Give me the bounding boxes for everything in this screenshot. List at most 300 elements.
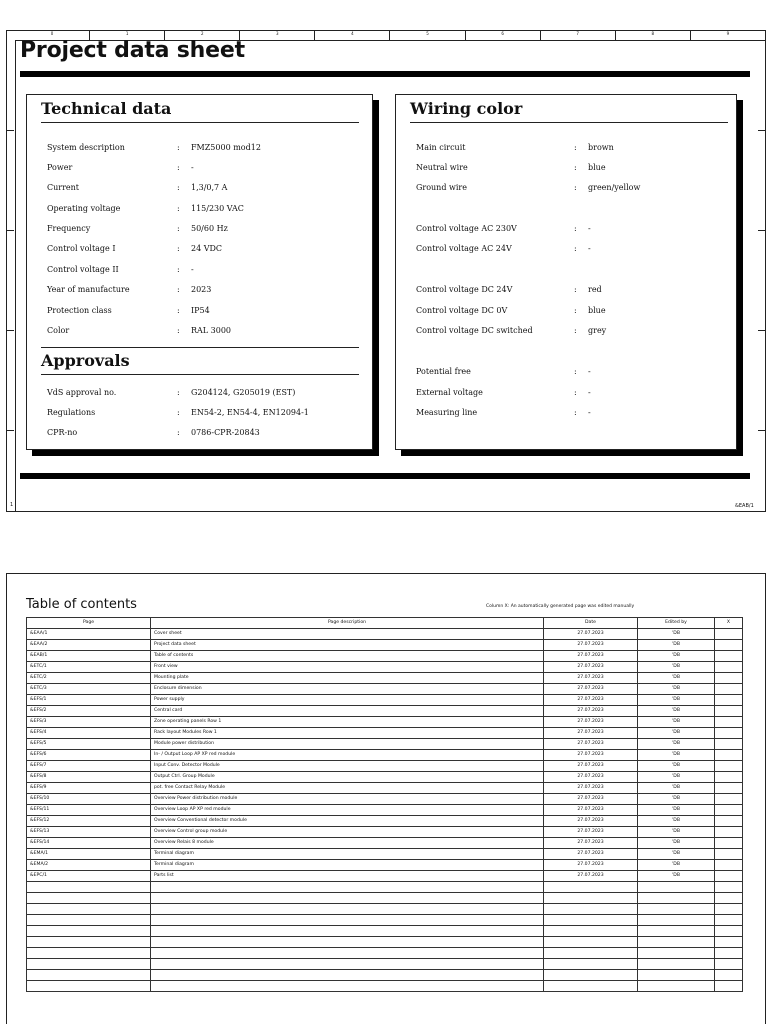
toc-cell: 27.07.2023 [544, 816, 638, 827]
toc-row [27, 871, 743, 882]
project-data-sheet [6, 30, 766, 512]
toc-column-header: Page description [151, 618, 544, 629]
row-label: Operating voltage [47, 204, 121, 213]
row-separator: : [574, 183, 577, 192]
toc-cell: Input Conv. Detector Module [151, 761, 544, 772]
row-label: Frequency [47, 224, 91, 233]
row-tick [758, 330, 766, 331]
toc-cell [27, 970, 151, 981]
toc-cell: 27.07.2023 [544, 805, 638, 816]
toc-cell [151, 948, 544, 959]
row-value: 2023 [191, 285, 212, 294]
row-value: brown [588, 143, 614, 152]
row-label: Power [47, 163, 73, 172]
toc-cell: 27.07.2023 [544, 728, 638, 739]
toc-cell: 27.07.2023 [544, 849, 638, 860]
row-value: 115/230 VAC [191, 204, 244, 213]
row-separator: : [574, 408, 577, 417]
row-separator: : [574, 306, 577, 315]
toc-cell: Overview Control group module [151, 827, 544, 838]
row-separator: : [177, 388, 180, 397]
data-row [47, 428, 357, 438]
data-row [416, 367, 726, 377]
toc-cell: &EFS/6 [27, 750, 151, 761]
toc-cell: 27.07.2023 [544, 761, 638, 772]
toc-cell: In- / Output Loop AP XP red module [151, 750, 544, 761]
toc-row [27, 739, 743, 750]
data-row [47, 408, 357, 418]
toc-cell: &EFS/10 [27, 794, 151, 805]
table-of-contents-sheet [6, 573, 766, 1024]
toc-cell: 'DB [638, 772, 715, 783]
toc-cell [151, 882, 544, 893]
toc-cell [27, 882, 151, 893]
row-label: Current [47, 183, 80, 192]
data-row [416, 285, 726, 295]
toc-column-header: Page [27, 618, 151, 629]
row-value: RAL 3000 [191, 326, 232, 335]
toc-cell: Rack layout Modules Row 1 [151, 728, 544, 739]
toc-row [27, 706, 743, 717]
toc-cell: 'DB [638, 750, 715, 761]
toc-header-row [27, 618, 743, 629]
ruler-cell [240, 30, 315, 40]
row-label: CPR-no [47, 428, 78, 437]
row-tick [6, 130, 14, 131]
footer-bar [20, 473, 750, 479]
toc-cell: 27.07.2023 [544, 717, 638, 728]
row-value: EN54-2, EN54-4, EN12094-1 [191, 408, 309, 417]
row-value: blue [588, 163, 606, 172]
toc-cell [638, 970, 715, 981]
toc-cell [715, 629, 743, 640]
ruler-cell [466, 30, 541, 40]
toc-cell: 'DB [638, 662, 715, 673]
row-separator: : [177, 204, 180, 213]
row-tick [6, 430, 14, 431]
row-value: - [191, 265, 194, 274]
toc-cell [638, 882, 715, 893]
toc-empty-row [27, 904, 743, 915]
toc-cell: Terminal diagram [151, 849, 544, 860]
ruler-cell [691, 30, 766, 40]
toc-cell [544, 926, 638, 937]
row-tick [758, 130, 766, 131]
toc-cell: 27.07.2023 [544, 684, 638, 695]
row-value: - [588, 388, 591, 397]
toc-cell [638, 904, 715, 915]
toc-cell [544, 948, 638, 959]
row-separator: : [177, 143, 180, 152]
data-row [416, 388, 726, 398]
row-value: - [588, 408, 591, 417]
heading-rule [410, 122, 728, 123]
toc-row [27, 695, 743, 706]
row-value: 24 VDC [191, 244, 223, 253]
toc-cell [27, 893, 151, 904]
technical-data-heading: Technical data [41, 99, 172, 118]
toc-cell [638, 893, 715, 904]
toc-cell: 27.07.2023 [544, 783, 638, 794]
toc-cell [715, 827, 743, 838]
ruler-label: 5 [426, 31, 429, 36]
row-separator: : [177, 265, 180, 274]
toc-row [27, 717, 743, 728]
toc-cell: 27.07.2023 [544, 772, 638, 783]
row-separator: : [574, 285, 577, 294]
row-value: IP54 [191, 306, 210, 315]
toc-cell [544, 882, 638, 893]
toc-cell: &ETC/3 [27, 684, 151, 695]
toc-cell: &EAA/1 [27, 629, 151, 640]
toc-cell [715, 970, 743, 981]
toc-cell: 27.07.2023 [544, 673, 638, 684]
toc-row [27, 816, 743, 827]
toc-cell: Zone operating panels Row 1 [151, 717, 544, 728]
row-value: FMZ5000 mod12 [191, 143, 261, 152]
row-separator: : [177, 285, 180, 294]
data-row [416, 408, 726, 418]
toc-cell: 'DB [638, 651, 715, 662]
toc-cell [27, 937, 151, 948]
toc-cell [544, 981, 638, 992]
toc-row [27, 827, 743, 838]
toc-cell [151, 959, 544, 970]
toc-cell: &EMA/1 [27, 849, 151, 860]
toc-cell: &EFS/12 [27, 816, 151, 827]
toc-cell [638, 915, 715, 926]
toc-cell [27, 926, 151, 937]
ruler-cell [390, 30, 465, 40]
row-separator: : [177, 326, 180, 335]
toc-cell [715, 871, 743, 882]
data-row [47, 204, 357, 214]
row-label: Measuring line [416, 408, 478, 417]
toc-cell [715, 893, 743, 904]
ruler-label: 0 [50, 31, 54, 36]
ruler-label: 6 [501, 31, 504, 36]
row-value: 50/60 Hz [191, 224, 228, 233]
toc-cell [151, 904, 544, 915]
toc-cell [27, 981, 151, 992]
row-label: Control voltage DC 0V [416, 306, 508, 315]
toc-cell [638, 926, 715, 937]
toc-row [27, 651, 743, 662]
row-separator: : [177, 428, 180, 437]
row-separator: : [574, 224, 577, 233]
toc-cell: 27.07.2023 [544, 750, 638, 761]
row-label: VdS approval no. [47, 388, 117, 397]
row-separator: : [177, 244, 180, 253]
row-separator: : [177, 224, 180, 233]
ruler-cell [315, 30, 390, 40]
toc-cell: pot. free Contact Relay Module [151, 783, 544, 794]
data-row [47, 306, 357, 316]
toc-empty-row [27, 959, 743, 970]
toc-cell [715, 750, 743, 761]
row-separator: : [177, 306, 180, 315]
heading-rule [41, 374, 359, 375]
toc-cell [151, 981, 544, 992]
toc-row [27, 684, 743, 695]
toc-cell: 'DB [638, 739, 715, 750]
row-value: G204124, G205019 (EST) [191, 388, 296, 397]
ruler-label: 7 [576, 31, 579, 36]
page-title: Project data sheet [20, 38, 245, 63]
toc-cell: &ETC/2 [27, 673, 151, 684]
toc-cell: 'DB [638, 629, 715, 640]
toc-cell [715, 662, 743, 673]
toc-row [27, 849, 743, 860]
toc-cell [715, 937, 743, 948]
data-row [416, 163, 726, 173]
toc-column-note: Column X: An automatically generated page was edited manually [486, 604, 635, 609]
row-label: Control voltage DC 24V [416, 285, 513, 294]
toc-row [27, 838, 743, 849]
data-row [416, 224, 726, 234]
toc-column-header: Date [544, 618, 638, 629]
toc-cell [715, 761, 743, 772]
toc-cell: 27.07.2023 [544, 871, 638, 882]
toc-cell: 27.07.2023 [544, 640, 638, 651]
data-row [47, 285, 357, 295]
row-separator: : [177, 183, 180, 192]
toc-cell: &ETC/1 [27, 662, 151, 673]
data-row [47, 183, 357, 193]
toc-empty-row [27, 882, 743, 893]
row-label: Ground wire [416, 183, 467, 192]
toc-cell [544, 970, 638, 981]
toc-cell [638, 959, 715, 970]
toc-cell [715, 728, 743, 739]
toc-cell [27, 948, 151, 959]
row-separator: : [574, 163, 577, 172]
toc-column-header: X [715, 618, 743, 629]
row-label: Neutral wire [416, 163, 468, 172]
row-value: red [588, 285, 602, 294]
toc-cell: 'DB [638, 860, 715, 871]
toc-cell [27, 915, 151, 926]
row-value: - [191, 163, 194, 172]
data-row [47, 163, 357, 173]
data-row [47, 265, 357, 275]
toc-cell: Overview Conventional detector module [151, 816, 544, 827]
toc-cell [151, 970, 544, 981]
data-row [47, 388, 357, 398]
toc-cell [715, 882, 743, 893]
toc-cell: &EFS/3 [27, 717, 151, 728]
toc-cell: 'DB [638, 640, 715, 651]
toc-empty-row [27, 893, 743, 904]
title-underline-bar [20, 71, 750, 77]
toc-cell: Parts list [151, 871, 544, 882]
toc-cell: 'DB [638, 794, 715, 805]
row-label: Potential free [416, 367, 471, 376]
toc-cell: 'DB [638, 838, 715, 849]
toc-cell: 'DB [638, 871, 715, 882]
toc-row [27, 728, 743, 739]
toc-cell: 'DB [638, 717, 715, 728]
row-separator: : [574, 367, 577, 376]
toc-row [27, 805, 743, 816]
toc-cell: 'DB [638, 849, 715, 860]
wiring-color-heading: Wiring color [410, 99, 523, 118]
toc-cell [715, 684, 743, 695]
toc-cell [715, 739, 743, 750]
ruler-label: 3 [276, 31, 279, 36]
row-label: Control voltage II [47, 265, 119, 274]
toc-row [27, 640, 743, 651]
toc-cell: 'DB [638, 827, 715, 838]
row-tick [6, 230, 14, 231]
ruler-cell [541, 30, 616, 40]
toc-cell: 27.07.2023 [544, 662, 638, 673]
ruler-label: 4 [351, 31, 354, 36]
data-row [416, 306, 726, 316]
toc-cell: Central card [151, 706, 544, 717]
data-row [47, 326, 357, 336]
ruler-label: 2 [200, 31, 204, 36]
data-row [47, 224, 357, 234]
toc-cell: 'DB [638, 761, 715, 772]
data-row [47, 143, 357, 153]
toc-row [27, 761, 743, 772]
ruler-label: 8 [651, 31, 655, 36]
toc-row [27, 772, 743, 783]
data-row [47, 244, 357, 254]
row-label: Color [47, 326, 70, 335]
toc-cell: Mounting plate [151, 673, 544, 684]
row-value: 0786-CPR-20843 [191, 428, 260, 437]
toc-cell: Cover sheet [151, 629, 544, 640]
approvals-heading: Approvals [41, 351, 130, 370]
toc-cell: &EFS/9 [27, 783, 151, 794]
toc-cell [715, 717, 743, 728]
toc-row [27, 860, 743, 871]
toc-cell [715, 904, 743, 915]
toc-cell: &EFS/8 [27, 772, 151, 783]
toc-cell: &EFS/2 [27, 706, 151, 717]
toc-cell: Overview Power distribution module [151, 794, 544, 805]
toc-cell [715, 915, 743, 926]
toc-cell: &EFS/13 [27, 827, 151, 838]
row-value: 1,3/0,7 A [191, 183, 228, 192]
row-value: green/yellow [588, 183, 641, 192]
toc-cell [151, 915, 544, 926]
toc-cell [715, 772, 743, 783]
toc-cell: 'DB [638, 783, 715, 794]
toc-cell [544, 915, 638, 926]
toc-cell [715, 959, 743, 970]
toc-cell [715, 838, 743, 849]
toc-cell [715, 805, 743, 816]
row-separator: : [177, 163, 180, 172]
row-separator: : [177, 408, 180, 417]
row-value: - [588, 244, 591, 253]
toc-cell [715, 706, 743, 717]
toc-cell: 27.07.2023 [544, 695, 638, 706]
toc-cell: 'DB [638, 684, 715, 695]
toc-row [27, 629, 743, 640]
toc-cell [27, 959, 151, 970]
toc-cell: &EAA/2 [27, 640, 151, 651]
toc-cell: Module power distribution [151, 739, 544, 750]
toc-cell: &EFS/5 [27, 739, 151, 750]
toc-cell: &EFS/1 [27, 695, 151, 706]
toc-cell [715, 640, 743, 651]
toc-cell [715, 860, 743, 871]
ruler-label: 9 [726, 31, 730, 36]
toc-cell [27, 904, 151, 915]
page-number: 1 [10, 502, 14, 508]
toc-cell: 'DB [638, 673, 715, 684]
heading-rule [41, 122, 359, 123]
toc-cell: 27.07.2023 [544, 739, 638, 750]
technical-data-box [26, 94, 373, 450]
wiring-color-box [395, 94, 737, 450]
toc-column-header: Edited by [638, 618, 715, 629]
toc-cell: &EFS/4 [27, 728, 151, 739]
toc-cell: Overview Loop AP XP red module [151, 805, 544, 816]
toc-cell: 'DB [638, 816, 715, 827]
row-label: Control voltage DC switched [416, 326, 533, 335]
row-label: Protection class [47, 306, 112, 315]
row-tick [758, 230, 766, 231]
row-label: Control voltage AC 230V [416, 224, 517, 233]
row-label: Regulations [47, 408, 96, 417]
toc-cell: 'DB [638, 728, 715, 739]
toc-row [27, 673, 743, 684]
row-label: Main circuit [416, 143, 466, 152]
data-row [416, 326, 726, 336]
toc-empty-row [27, 970, 743, 981]
toc-table [26, 617, 743, 992]
row-separator: : [574, 326, 577, 335]
toc-cell: 27.07.2023 [544, 827, 638, 838]
toc-cell [715, 849, 743, 860]
toc-row [27, 662, 743, 673]
row-label: Control voltage I [47, 244, 116, 253]
page-reference: &EAB/1 [735, 503, 754, 509]
toc-cell [715, 673, 743, 684]
toc-title: Table of contents [26, 597, 137, 612]
toc-cell: &EMA/2 [27, 860, 151, 871]
toc-cell: Power supply [151, 695, 544, 706]
toc-empty-row [27, 926, 743, 937]
toc-cell: Output Ctrl. Group Module [151, 772, 544, 783]
toc-cell: 'DB [638, 695, 715, 706]
toc-empty-row [27, 981, 743, 992]
toc-cell [715, 695, 743, 706]
toc-cell: 27.07.2023 [544, 838, 638, 849]
toc-cell: 27.07.2023 [544, 706, 638, 717]
data-row [416, 183, 726, 193]
toc-cell [715, 651, 743, 662]
toc-empty-row [27, 915, 743, 926]
toc-empty-row [27, 948, 743, 959]
row-label: Control voltage AC 24V [416, 244, 512, 253]
toc-cell [151, 926, 544, 937]
toc-row [27, 794, 743, 805]
toc-cell [715, 794, 743, 805]
toc-cell [638, 937, 715, 948]
toc-cell [715, 783, 743, 794]
data-row [416, 143, 726, 153]
row-tick [758, 430, 766, 431]
toc-row [27, 783, 743, 794]
toc-cell [151, 893, 544, 904]
ruler-label: 1 [125, 31, 129, 36]
